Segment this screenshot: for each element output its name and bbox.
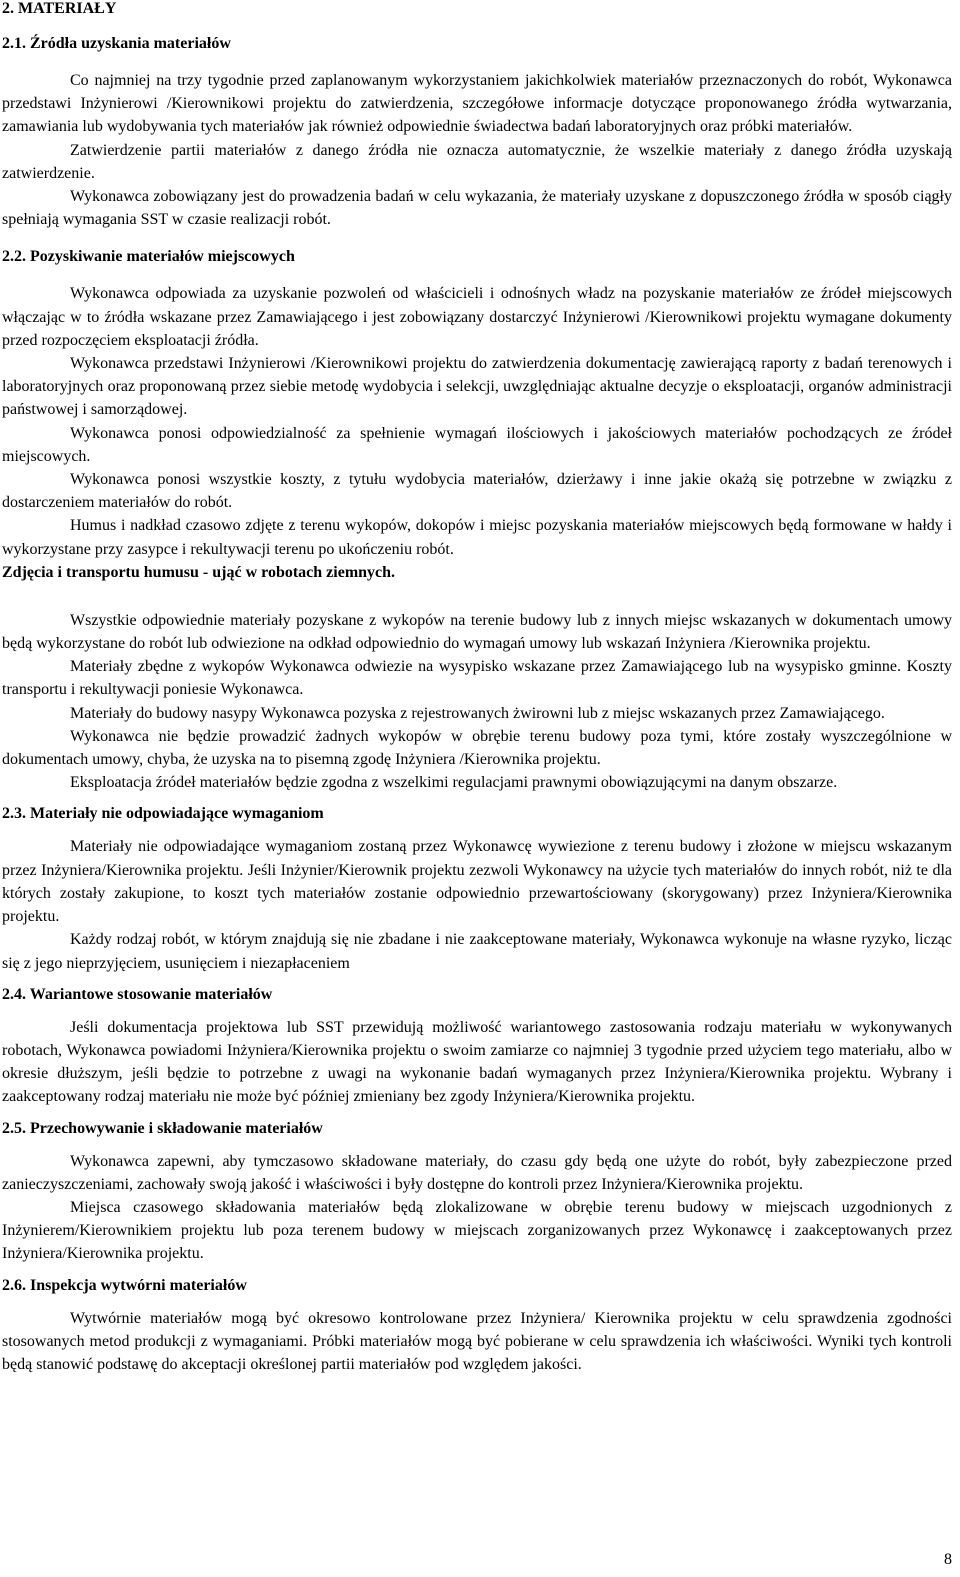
page-number: 8 [944, 1551, 952, 1568]
paragraph: Wykonawca zapewni, aby tymczasowo składowane materiały, do czasu gdy będą one użyte do robót, były zabezpieczone przed zanieczyszczeniami, zachowały swoją jakość i właściwości i były dostępne do kontroli przez Inżyniera/Kierownika projektu. [2, 1152, 952, 1193]
paragraph: Wytwórnie materiałów mogą być okresowo kontrolowane przez Inżyniera/ Kierownika projektu w celu sprawdzenia zgodności stosowanych metod produkcji z wymaganiami. Próbki materiałów mogą być pobierane w celu sprawdzenia ich właściwości. Wyniki tych kontroli będą stanowić podstawę do akceptacji określonej partii materiałów pod względem jakości. [2, 1309, 952, 1373]
paragraph: Jeśli dokumentacja projektowa lub SST przewidują możliwość wariantowego zastosowania rodzaju materiału w wykonywanych robotach, Wykonawca powiadomi Inżyniera/Kierownika projektu o swoim zamiarze co najmniej 3 tygodnie przed użyciem tego materiału, albo w okresie dłuższym, jeśli będzie to potrzebne z uwagi na wykonanie badań wymaganych przez Inżyniera/Kierownika projektu. Wybrany i zaakceptowany rodzaj materiału nie może być później zmieniany bez zgody Inżyniera/Kierownika projektu. [2, 1018, 952, 1106]
paragraph: Wykonawca przedstawi Inżynierowi /Kierownikowi projektu do zatwierdzenia dokumentację zawierającą raporty z badań terenowych i laboratoryjnych oraz proponowaną przez siebie metodę wydobycia i selekcji, uwzględniając aktualne decyzje o eksploatacji, organów administracji państwowej i samorządowej. [2, 355, 952, 419]
paragraph: Eksploatacja źródeł materiałów będzie zgodna z wszelkimi regulacjami prawnymi obowiązującymi na danym obszarze. [70, 774, 838, 792]
document-page [2, 0, 952, 1382]
paragraph: Materiały do budowy nasypy Wykonawca pozyska z rejestrowanych żwirowni lub z miejsc wskazanych przez Zamawiającego. [70, 704, 885, 722]
paragraph: Wykonawca odpowiada za uzyskanie pozwoleń od właścicieli i odnośnych władz na pozyskanie materiałów ze źródeł miejscowych włączając w to źródła wskazane przez Zamawiającego i jest zobowiązany dostarczyć Inżynierowi /Kierownikowi projektu wymagane dokumenty przed rozpoczęciem eksploatacji źródła. [2, 285, 952, 349]
paragraph: Zatwierdzenie partii materiałów z danego źródła nie oznacza automatycznie, że wszelkie materiały z danego źródła uzyskają zatwierdzenie. [2, 141, 952, 182]
paragraph: Wykonawca ponosi odpowiedzialność za spełnienie wymagań ilościowych i jakościowych materiałów pochodzących ze źródeł miejscowych. [2, 424, 952, 465]
section-2-5 [2, 1117, 952, 1266]
paragraph: Materiały zbędne z wykopów Wykonawca odwiezie na wysypisko wskazane przez Zamawiającego lub na wysypisko gminne. Koszty transportu i rekultywacji poniesie Wykonawca. [2, 658, 952, 699]
paragraph: Wykonawca nie będzie prowadzić żadnych wykopów w obrębie terenu budowy poza tymi, które zostały wyszczególnione w dokumentach umowy, chyba, że uzyska na to pisemną zgodę Inżyniera /Kierownika projektu. [2, 727, 952, 769]
section-heading: 2.2. Pozyskiwanie materiałów miejscowych [2, 248, 295, 266]
section-heading: 2.5. Przechowywanie i składowanie materiałów [2, 1119, 323, 1137]
section-2-2 [2, 245, 952, 794]
section-heading: 2.6. Inspekcja wytwórni materiałów [2, 1276, 247, 1294]
bold-note: Zdjęcia i transportu humusu - ująć w robotach ziemnych. [2, 563, 396, 581]
section-2-6 [2, 1274, 952, 1377]
section-heading: 2.3. Materiały nie odpowiadające wymaganiom [2, 805, 324, 823]
paragraph: Wykonawca zobowiązany jest do prowadzenia badań w celu wykazania, że materiały uzyskane z dopuszczonego źródła w sposób ciągły spełniają wymagania SST w czasie realizacji robót. [2, 188, 952, 229]
paragraph: Wszystkie odpowiednie materiały pozyskane z wykopów na terenie budowy lub z innych miejsc wskazanych w dokumentach umowy będą wykorzystane do robót lub odwiezione na odkład odpowiednio do wymagań umowy lub wskazań Inżyniera /Kierownika projektu. [2, 611, 952, 653]
section-heading: 2.4. Wariantowe stosowanie materiałów [2, 985, 273, 1003]
paragraph: Miejsca czasowego składowania materiałów będą zlokalizowane w obrębie terenu budowy w miejscach uzgodnionych z Inżynierem/Kierownikiem projektu lub poza terenem budowy w miejscach zorganizowanych przez Wykonawcę i zaakceptowanych przez Inżyniera/Kierownika projektu. [2, 1198, 952, 1263]
paragraph: Humus i nadkład czasowo zdjęte z terenu wykopów, dokopów i miejsc pozyskania materiałów miejscowych będą formowane w hałdy i wykorzystane przy zasypce i rekultywacji terenu po ukończeniu robót. [2, 517, 952, 558]
paragraph: Każdy rodzaj robót, w którym znajdują się nie zbadane i nie zaakceptowane materiały, Wykonawca wykonuje na własne ryzyko, licząc się z jego nieprzyjęciem, usunięciem i niezapłaceniem [2, 931, 952, 972]
section-2-4 [2, 983, 952, 1109]
section-heading: 2.1. Źródła uzyskania materiałów [2, 35, 231, 52]
paragraph: Wykonawca ponosi wszystkie koszty, z tytułu wydobycia materiałów, dzierżawy i inne jakie okażą się potrzebne w związku z dostarczeniem materiałów do robót. [2, 471, 952, 512]
section-2-3 [2, 802, 952, 974]
paragraph: Co najmniej na trzy tygodnie przed zaplanowanym wykorzystaniem jakichkolwiek materiałów przeznaczonych do robót, Wykonawca przedstawi Inżynierowi /Kierownikowi projektu do zatwierdzenia, szczegółowe informacje dotyczące proponowanego źródła wytwarzania, zamawiania lub wydobywania tych materiałów jak również odpowiednie świadectwa badań laboratoryjnych oraz próbki materiałów. [2, 72, 952, 136]
chapter-title: 2. MATERIAŁY [2, 0, 117, 17]
section-2-1 [2, 32, 952, 231]
paragraph: Materiały nie odpowiadające wymaganiom zostaną przez Wykonawcę wywiezione z terenu budowy i złożone w miejscu wskazanym przez Inżyniera/Kierownika projektu. Jeśli Inżynier/Kierownik projektu zezwoli Wykonawcy na użycie tych materiałów do innych robót, niż te dla których zostały zakupione, to koszt tych materiałów zostanie odpowiednio przewartościowany (skorygowany) przez Inżyniera/Kierownika projektu. [2, 838, 952, 926]
